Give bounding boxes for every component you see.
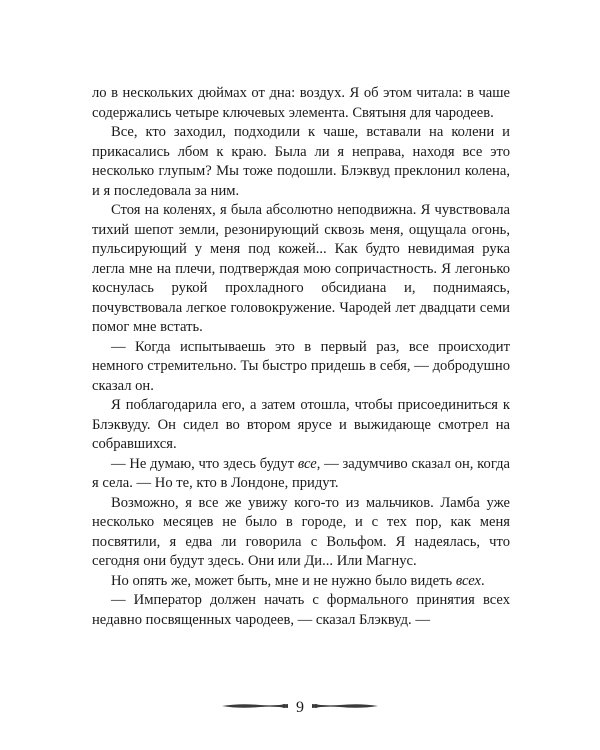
- page-footer: [0, 696, 600, 724]
- paragraph: [92, 84, 510, 123]
- text-segment: — Император должен начать с формального принятия всех недавно посвященных чародеев, — сказал Блэквуд. —: [92, 592, 510, 628]
- text-segment: Возможно, я все же увижу кого-то из мальчиков. Ламба уже несколько месяцев не было в городе, и с тех пор, как меня посвятили, я едва ли говорила с Вольфом. Я надеялась, что сегодня они будут здесь. Они или Ди... Или Магнус.: [92, 494, 510, 569]
- italic-text: все: [297, 455, 317, 472]
- text-segment: — Не думаю, что здесь будут: [111, 455, 298, 472]
- text-segment: Все, кто заходил, подходили к чаше, вставали на колени и прикасались лбом к краю. Была ли я неправа, находя все это несколько глупым? Мы тоже подошли. Блэквуд преклонил колена, и я последовала за ним.: [92, 124, 510, 199]
- text-segment: Я поблагодарила его, а затем отошла, чтобы присоединиться к Блэквуду. Он сидел во втором ярусе и выжидающе смотрел на собравшихся.: [92, 397, 510, 452]
- text-segment: — Когда испытываешь это в первый раз, все происходит немного стремительно. Ты быстро придешь в себя, — добродушно сказал он.: [92, 338, 510, 394]
- italic-text: всех: [455, 572, 482, 589]
- right-ornament-icon: [310, 700, 380, 712]
- paragraph: [92, 201, 510, 338]
- text-segment: Но опять же, может быть, мне и не нужно было видеть: [111, 572, 456, 589]
- text-segment: Стоя на коленях, я была абсолютно неподвижна. Я чувствовала тихий шепот земли, резонирующий сквозь меня, ощущала огонь, пульсирующий у меня под кожей... Как будто невидимая рука легла мне на плечи, подтверждая мою сопричастность. Я легонько коснулась рукой прохладного обсидиана и, поднимаясь, почувствовала легкое головокружение. Чародей лет двадцати семи помог мне встать.: [92, 202, 510, 335]
- paragraph: [92, 572, 510, 592]
- paragraph: [92, 123, 510, 201]
- paragraph: [92, 494, 510, 572]
- paragraph: [92, 455, 510, 494]
- page-body: [92, 84, 510, 630]
- paragraph: [92, 591, 510, 630]
- paragraph: [92, 338, 510, 397]
- paragraph: [92, 396, 510, 455]
- text-segment: , — задумчиво сказал он, когда я села. — Но те, кто в Лондоне, придут.: [92, 455, 510, 491]
- page-number: 9: [296, 699, 304, 716]
- text-segment: ло в нескольких дюймах от дна: воздух. Я об этом читала: в чаше содержались четыре ключевых элемента. Святыня для чародеев.: [92, 85, 510, 121]
- text-segment: .: [481, 572, 485, 589]
